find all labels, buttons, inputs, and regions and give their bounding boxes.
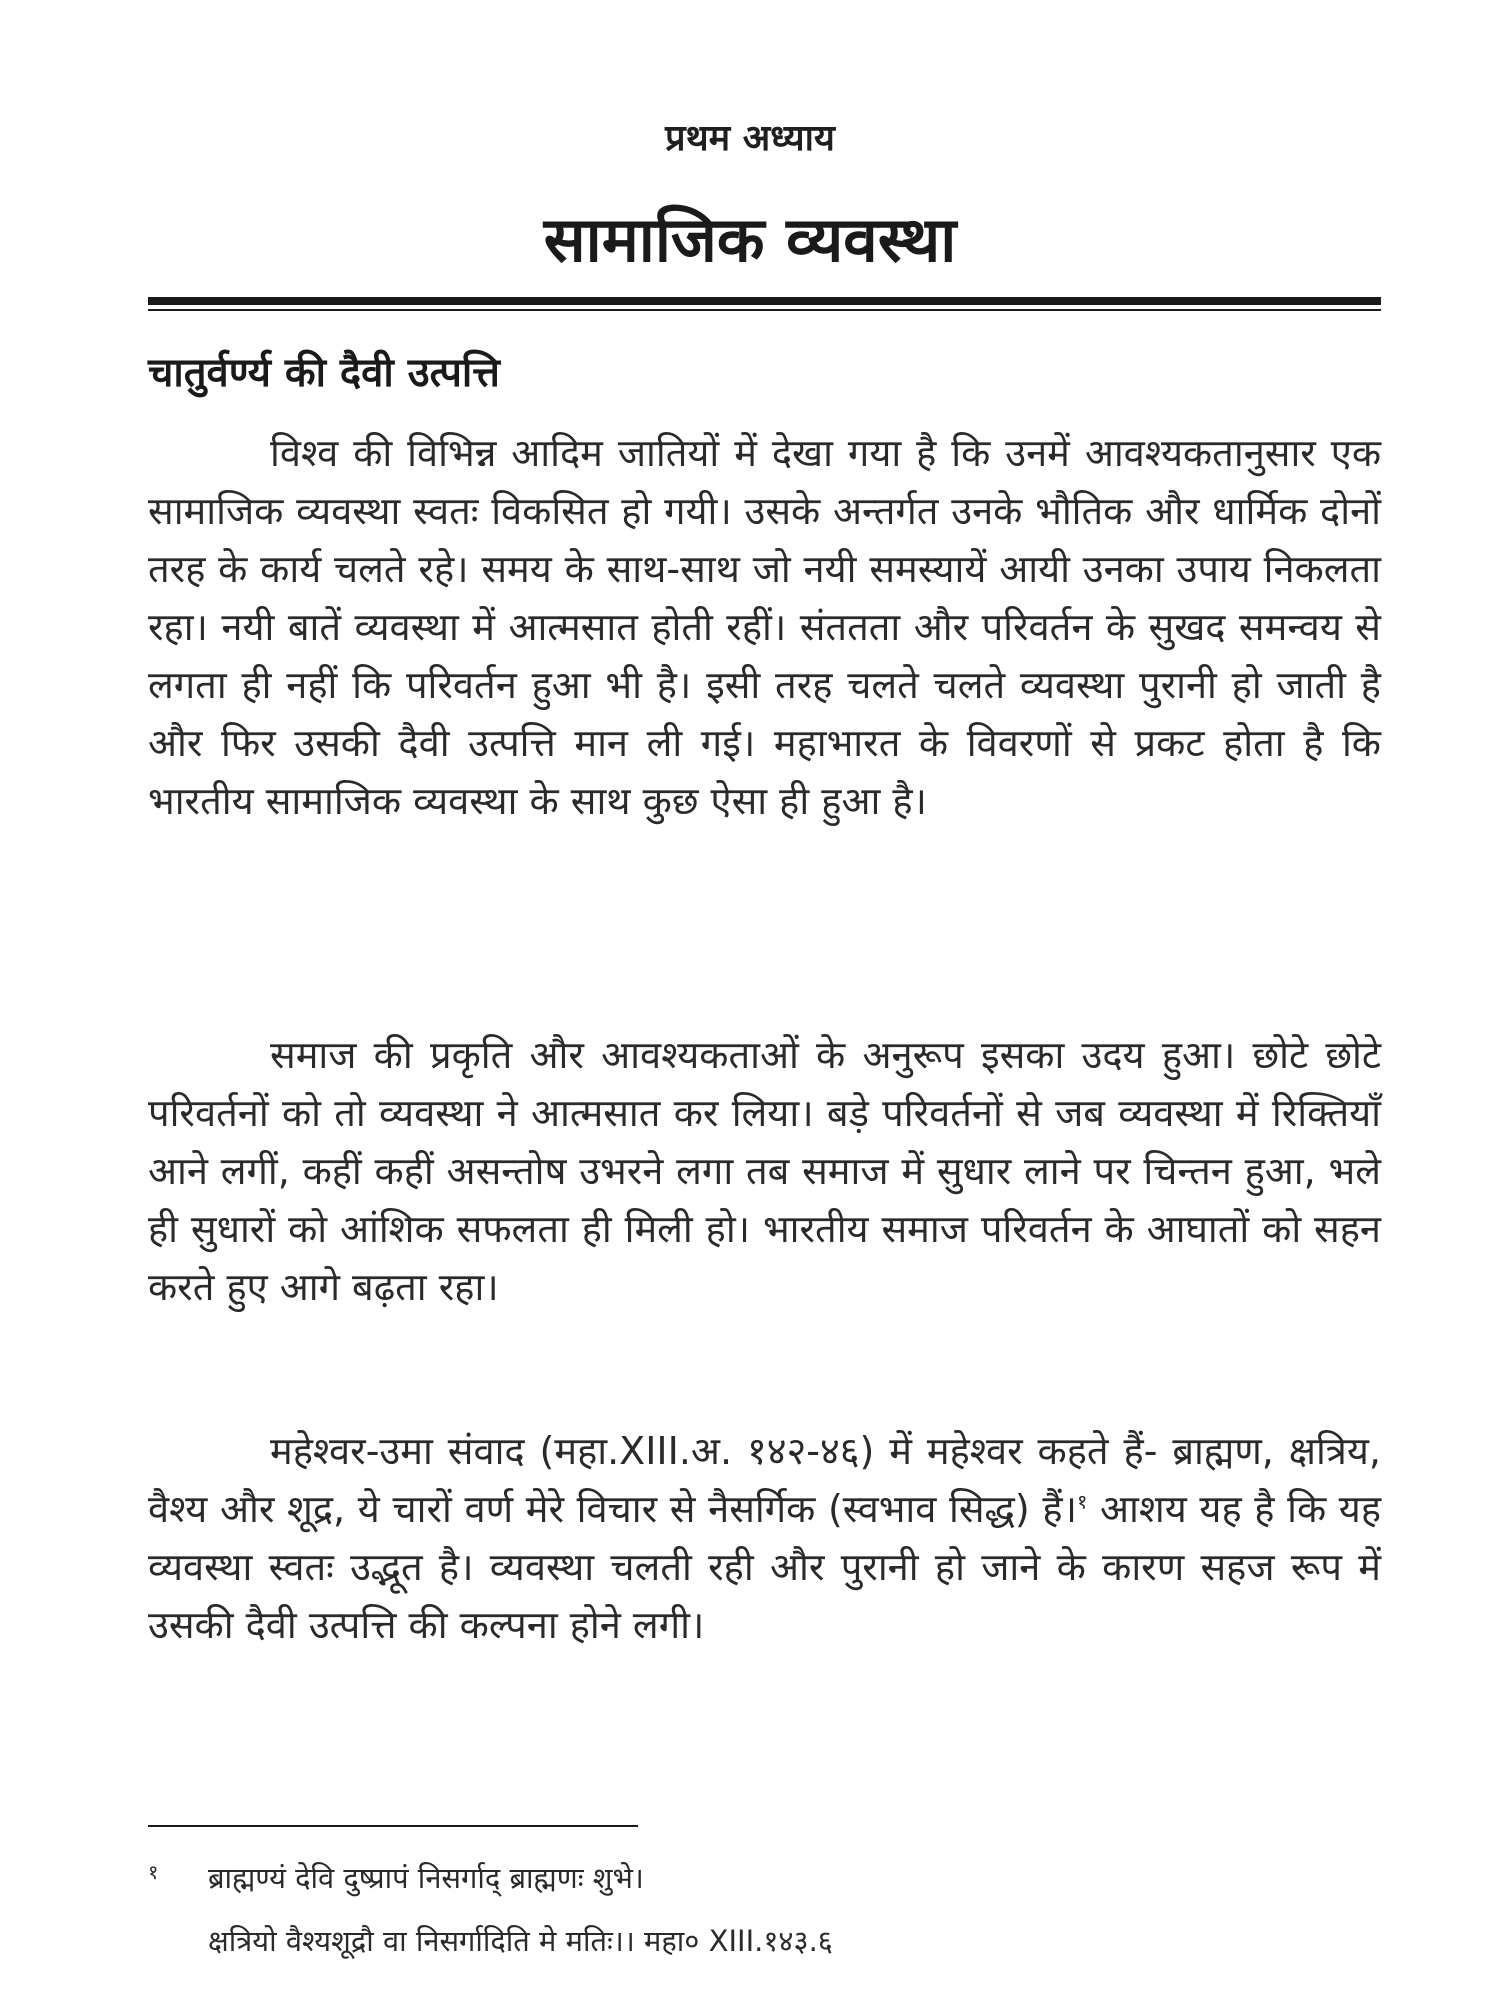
paragraph-2-text: समाज की प्रकृति और आवश्यकताओं के अनुरूप इसका उदय हुआ। छोटे छोटे परिवर्तनों को तो व्यवस्था ने आत्मसात कर लिया। बड़े परिवर्तनों से जब व्यवस्था में रिक्तियाँ आने लगीं, कहीं कहीं असन्तोष उभरने लगा तब समाज में सुधार लाने पर चिन्तन हुआ, भले ही सुधारों को आंशिक सफलता ही मिली हो। भारतीय समाज परिवर्तन के आघातों को सहन करते हुए आगे बढ़ता रहा। <box>148 1033 1381 1309</box>
title-rule-thick <box>148 297 1381 305</box>
paragraph-3-before-marker: महेश्वर-उमा संवाद (महा.XIII.अ. १४२-४६) में महेश्वर कहते हैं- ब्राह्मण, क्षत्रिय, वैश्य और शूद्र, ये चारों वर्ण मेरे विचार से नैसर्गिक (स्वभाव सिद्ध) हैं। <box>148 1429 1381 1531</box>
footnote-line-1-text: ब्राह्मण्यं देवि दुष्प्रापं निसर्गाद् ब्राह्मणः शुभे। <box>208 1861 644 1895</box>
section-heading: चातुर्वर्ण्य की दैवी उत्पत्ति <box>148 350 500 396</box>
footnote-number: १ <box>148 1860 159 1884</box>
paragraph-2 <box>148 1026 1381 1316</box>
title-rule-thin <box>148 309 1381 311</box>
paragraph-3-text <box>148 1422 1381 1654</box>
chapter-label: प्रथम अध्याय <box>665 118 835 159</box>
footnote-line-2 <box>208 1921 1441 1960</box>
chapter-title: सामाजिक व्यवस्था <box>543 203 957 276</box>
paragraph-3-after-marker: आशय यह है कि यह व्यवस्था स्वतः उद्भूत है। व्यवस्था चलती रही और पुरानी हो जाने के कारण सहज रूप में उसकी दैवी उत्पत्ति की कल्पना होने लगी। <box>148 1487 1381 1647</box>
footnote-line-1 <box>148 1858 1381 1897</box>
paragraph-3 <box>148 1422 1381 1654</box>
paragraph-1 <box>148 424 1381 830</box>
footnote-marker[interactable]: १ <box>1076 1489 1088 1514</box>
paragraph-1-text: विश्व की विभिन्न आदिम जातियों में देखा गया है कि उनमें आवश्यकतानुसार एक सामाजिक व्यवस्था स्वतः विकसित हो गयी। उसके अन्तर्गत उनके भौतिक और धार्मिक दोनों तरह के कार्य चलते रहे। समय के साथ-साथ जो नयी समस्यायें आयी उनका उपाय निकलता रहा। नयी बातें व्यवस्था में आत्मसात होती रहीं। संततता और परिवर्तन के सुखद समन्वय से लगता ही नहीं कि परिवर्तन हुआ भी है। इसी तरह चलते चलते व्यवस्था पुरानी हो जाती है और फिर उसकी दैवी उत्पत्ति मान ली गई। महाभारत के विवरणों से प्रकट होता है कि भारतीय सामाजिक व्यवस्था के साथ कुछ ऐसा ही हुआ है। <box>148 431 1381 823</box>
footnote-line-2-text: क्षत्रियो वैश्यशूद्रौ वा निसर्गादिति मे मतिः।। महा० XIII.१४३.६ <box>208 1924 833 1958</box>
footnote-divider <box>148 1825 638 1827</box>
